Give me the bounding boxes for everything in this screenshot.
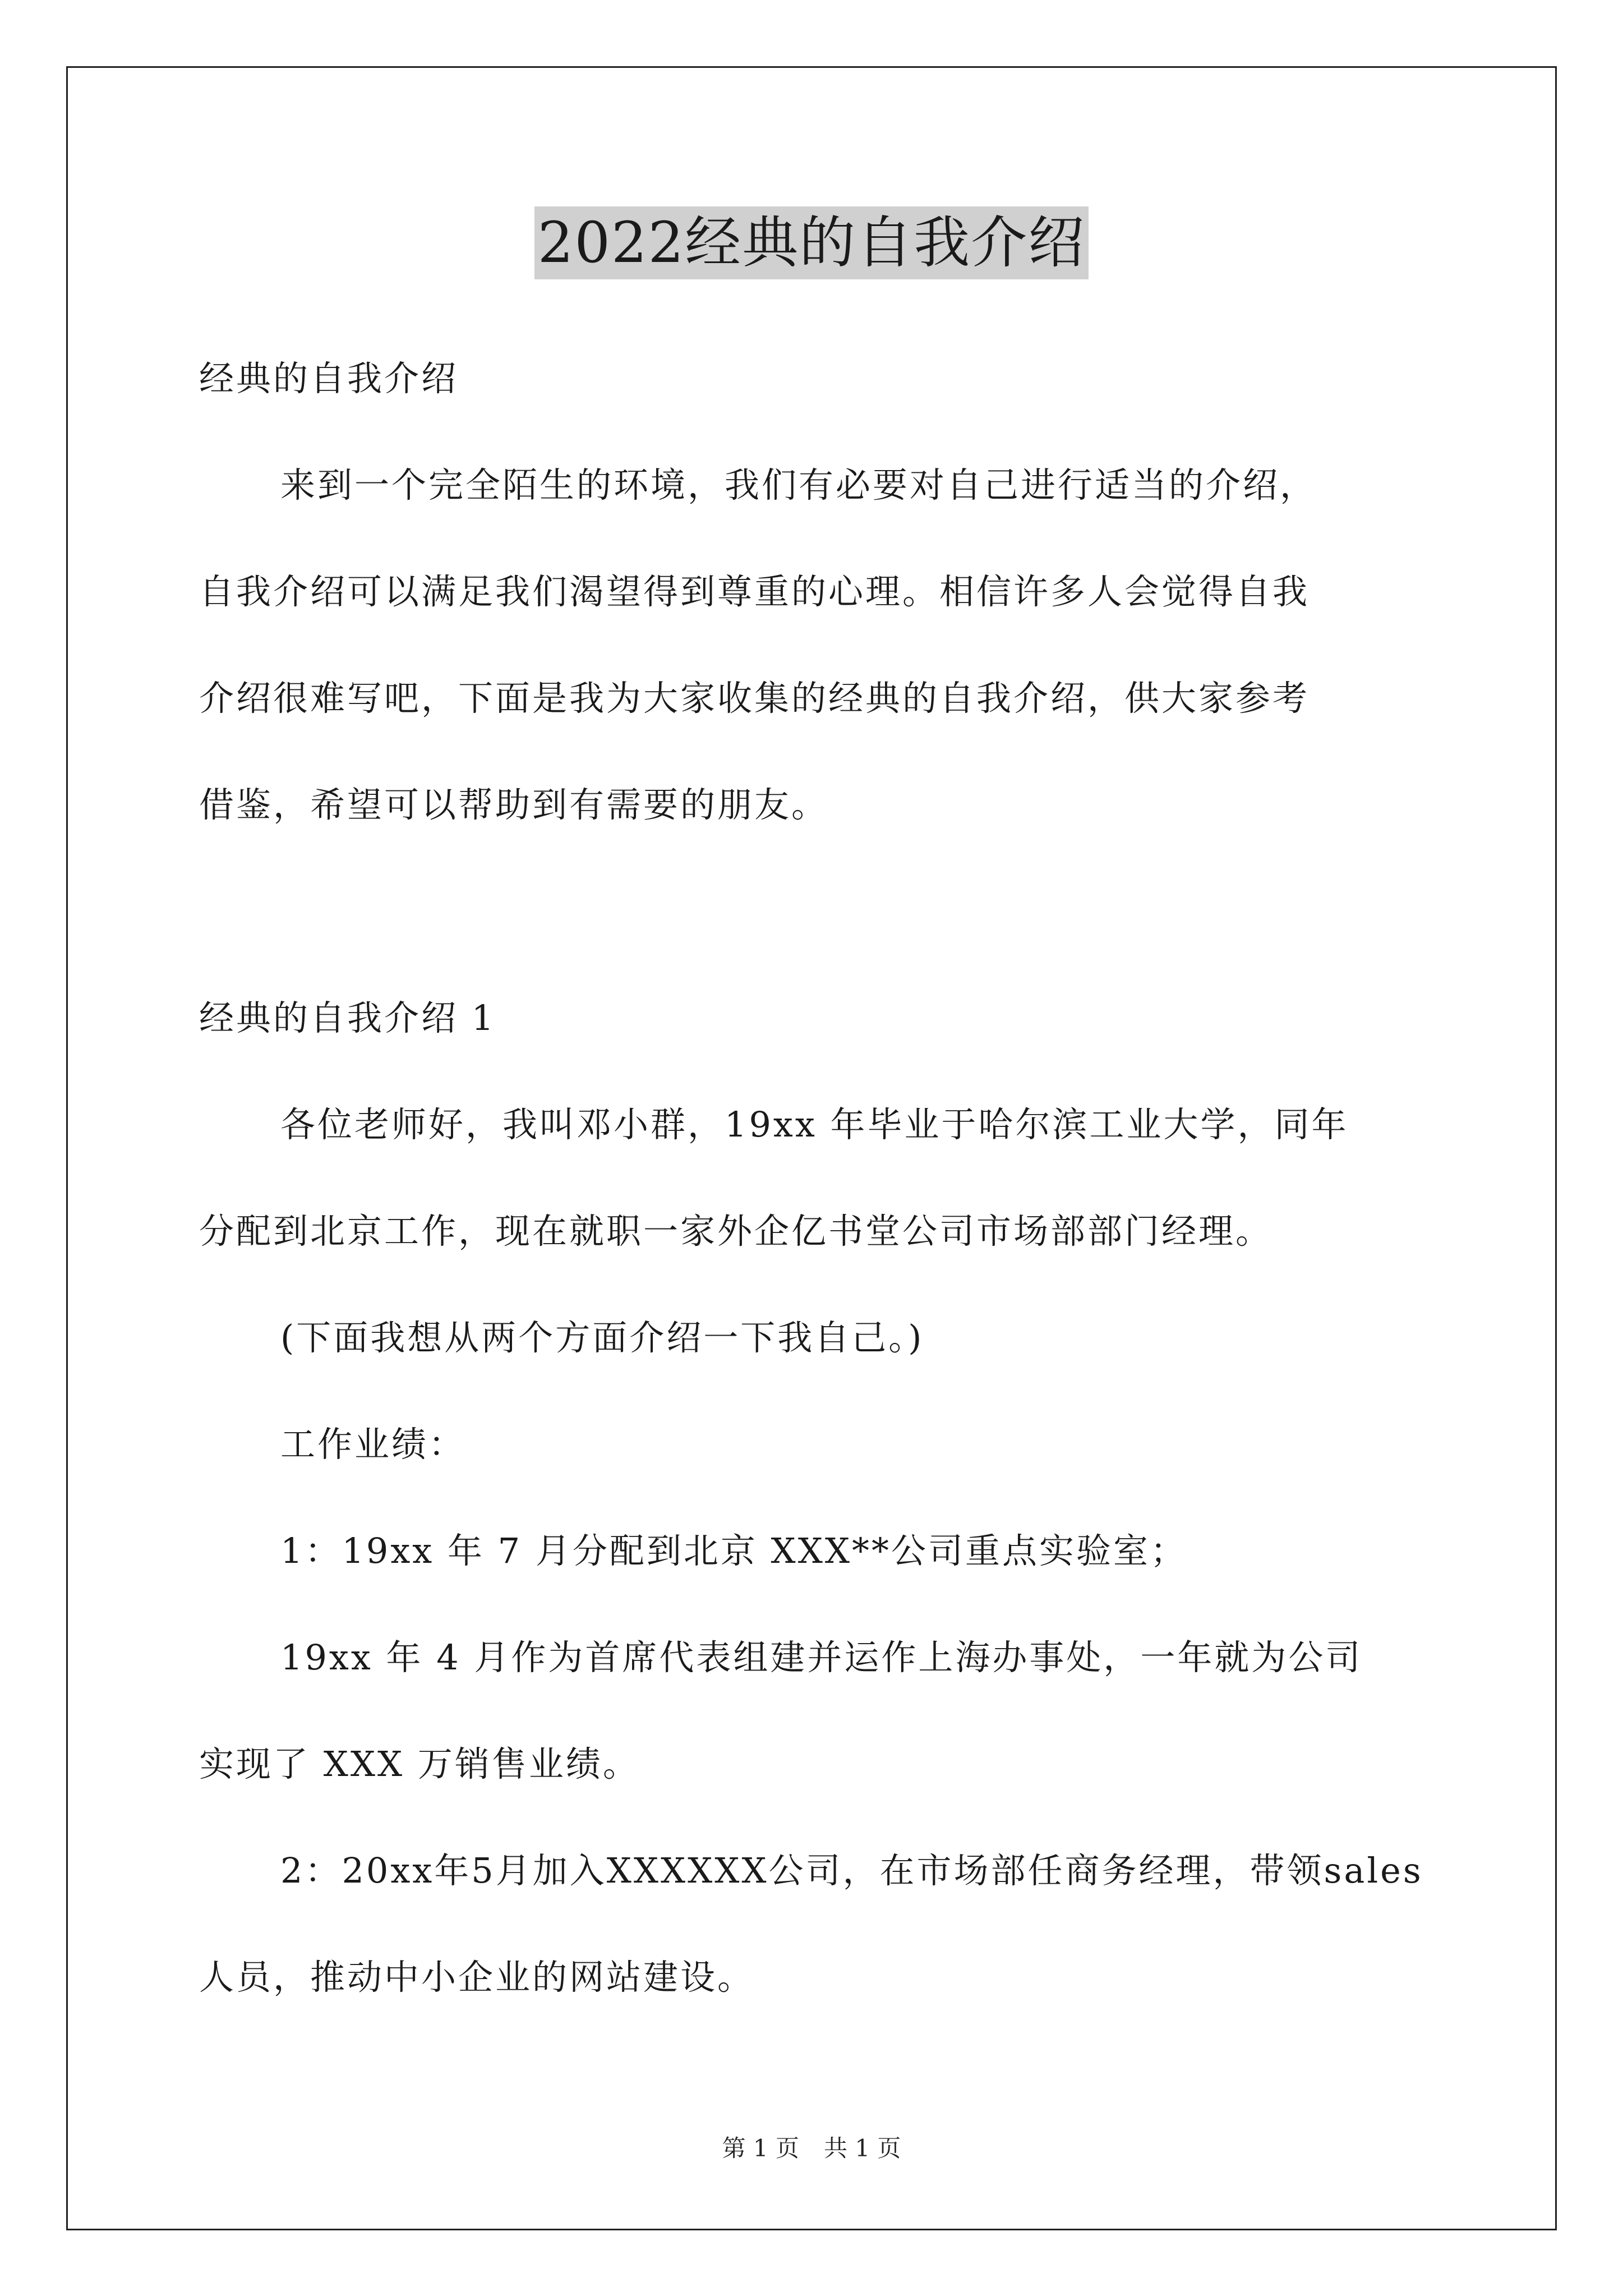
text-line: 经典的自我介绍 <box>199 358 459 399</box>
text-line: 1：19xx 年 7 月分配到北京 XXX**公司重点实验室； <box>280 1530 1187 1571</box>
text-line: 2：20xx年5月加入XXXXXX公司，在市场部任商务经理，带领sales <box>280 1850 1423 1891</box>
text-line: 各位老师好，我叫邓小群，19xx 年毕业于哈尔滨工业大学，同年 <box>280 1104 1349 1145</box>
text-line: 自我介绍可以满足我们渴望得到尊重的心理。相信许多人会觉得自我 <box>199 571 1310 612</box>
text-line: 来到一个完全陌生的环境，我们有必要对自己进行适当的介绍， <box>280 464 1317 505</box>
page-number: 第 1 页 <box>722 2134 799 2162</box>
document-body <box>199 348 1433 2053</box>
text-line: 工作业绩： <box>280 1424 466 1465</box>
text-line: 介绍很难写吧，下面是我为大家收集的经典的自我介绍，供大家参考 <box>199 678 1310 719</box>
text-line: 借鉴，希望可以帮助到有需要的朋友。 <box>199 784 829 825</box>
title-container <box>0 206 1623 279</box>
text-line: 人员，推动中小企业的网站建设。 <box>199 1957 755 1998</box>
document-title: 2022经典的自我介绍 <box>534 206 1089 279</box>
text-line: 19xx 年 4 月作为首席代表组建并运作上海办事处，一年就为公司 <box>280 1637 1363 1678</box>
text-line: 实现了 XXX 万销售业绩。 <box>199 1743 640 1784</box>
text-line: 分配到北京工作，现在就职一家外企亿书堂公司市场部部门经理。 <box>199 1211 1273 1251</box>
text-line: 经典的自我介绍 1 <box>199 997 496 1038</box>
page-footer <box>0 2132 1623 2165</box>
blank-line <box>199 881 1433 987</box>
text-line: (下面我想从两个方面介绍一下我自己。) <box>280 1317 924 1358</box>
page-total: 共 1 页 <box>824 2134 901 2162</box>
